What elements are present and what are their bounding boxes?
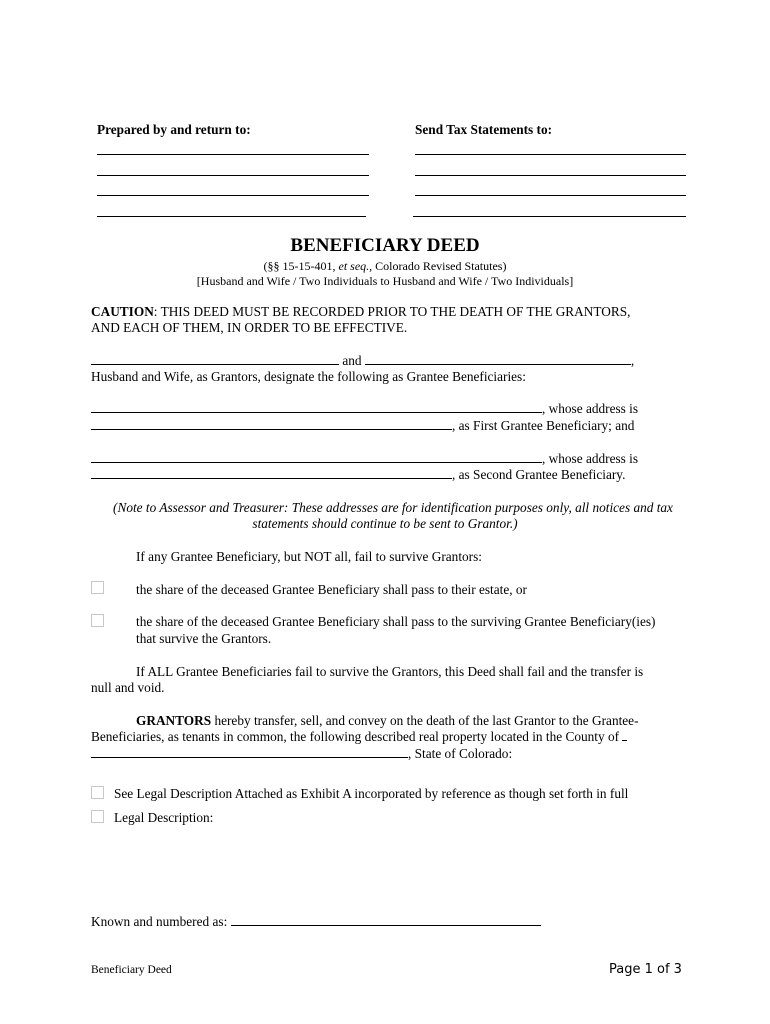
- option-estate-label: the share of the deceased Grantee Beneficiary shall pass to their estate, or: [136, 582, 527, 597]
- survival-intro: If any Grantee Beneficiary, but NOT all, fail to survive Grantors:: [136, 549, 482, 564]
- county-blank-start[interactable]: [622, 729, 627, 741]
- beneficiary-2-name-blank[interactable]: [91, 451, 542, 463]
- beneficiary-1-address-blank[interactable]: [91, 418, 452, 430]
- beneficiary-2-name-line: , whose address is: [91, 451, 638, 467]
- exhibit-a-checkbox[interactable]: [91, 786, 104, 799]
- prepared-line-4[interactable]: [97, 216, 366, 217]
- prepared-line-2[interactable]: [97, 175, 369, 176]
- all-fail-line-2: null and void.: [91, 680, 165, 695]
- footer-doc-name: Beneficiary Deed: [91, 964, 172, 976]
- conveyance-line-2: Beneficiaries, as tenants in common, the following described real property located in the County of: [91, 729, 627, 745]
- prepared-line-1[interactable]: [97, 154, 369, 155]
- beneficiary-1-address-line: , as First Grantee Beneficiary; and: [91, 418, 634, 434]
- caution-line-1: CAUTION: THIS DEED MUST BE RECORDED PRIOR TO THE DEATH OF THE GRANTORS,: [91, 304, 631, 319]
- statute-citation: (§§ 15-15-401, et seq., Colorado Revised Statutes): [263, 259, 507, 273]
- option-surviving-label-1: the share of the deceased Grantee Beneficiary shall pass to the surviving Grantee Beneficiary(ies): [136, 614, 656, 629]
- deed-subtitle: [Husband and Wife / Two Individuals to Husband and Wife / Two Individuals]: [196, 274, 574, 288]
- known-as-line: Known and numbered as:: [91, 914, 541, 930]
- prepared-by-label: Prepared by and return to:: [97, 122, 251, 137]
- prepared-line-3[interactable]: [97, 195, 369, 196]
- assessor-note-line-1: (Note to Assessor and Treasurer: These addresses are for identification purposes only, all notices and tax: [113, 500, 673, 515]
- conveyance-line-1: GRANTORS hereby transfer, sell, and convey on the death of the last Grantor to the Grantee-: [136, 713, 639, 728]
- beneficiary-1-name-blank[interactable]: [91, 401, 542, 413]
- footer-page-number: Page 1 of 3: [609, 962, 682, 977]
- option-estate-checkbox[interactable]: [91, 581, 104, 594]
- beneficiary-1-name-line: , whose address is: [91, 401, 638, 417]
- known-as-blank[interactable]: [231, 914, 541, 926]
- grantor-2-blank[interactable]: [365, 353, 631, 365]
- all-fail-line-1: If ALL Grantee Beneficiaries fail to survive the Grantors, this Deed shall fail and the transfer is: [136, 664, 644, 679]
- legal-description-checkbox[interactable]: [91, 810, 104, 823]
- assessor-note-line-2: statements should continue to be sent to Grantor.): [252, 516, 518, 531]
- beneficiary-2-address-line: , as Second Grantee Beneficiary.: [91, 467, 625, 483]
- option-surviving-checkbox[interactable]: [91, 614, 104, 627]
- county-blank[interactable]: [91, 746, 408, 758]
- grantors-line: and ,: [91, 353, 634, 369]
- option-surviving-label-2: that survive the Grantors.: [136, 631, 272, 646]
- grantors-designation: Husband and Wife, as Grantors, designate the following as Grantee Beneficiaries:: [91, 369, 526, 384]
- conveyance-line-3: , State of Colorado:: [91, 746, 512, 762]
- grantor-1-blank[interactable]: [91, 353, 339, 365]
- exhibit-a-label: See Legal Description Attached as Exhibit A incorporated by reference as though set forth in full: [114, 786, 629, 801]
- tax-line-1[interactable]: [415, 154, 686, 155]
- tax-line-4[interactable]: [413, 216, 686, 217]
- beneficiary-2-address-blank[interactable]: [91, 467, 452, 479]
- caution-line-2: AND EACH OF THEM, IN ORDER TO BE EFFECTIVE.: [91, 320, 408, 335]
- document-title: BENEFICIARY DEED: [290, 235, 480, 256]
- legal-description-label: Legal Description:: [114, 810, 214, 825]
- send-tax-label: Send Tax Statements to:: [415, 122, 553, 137]
- tax-line-3[interactable]: [415, 195, 686, 196]
- tax-line-2[interactable]: [415, 175, 686, 176]
